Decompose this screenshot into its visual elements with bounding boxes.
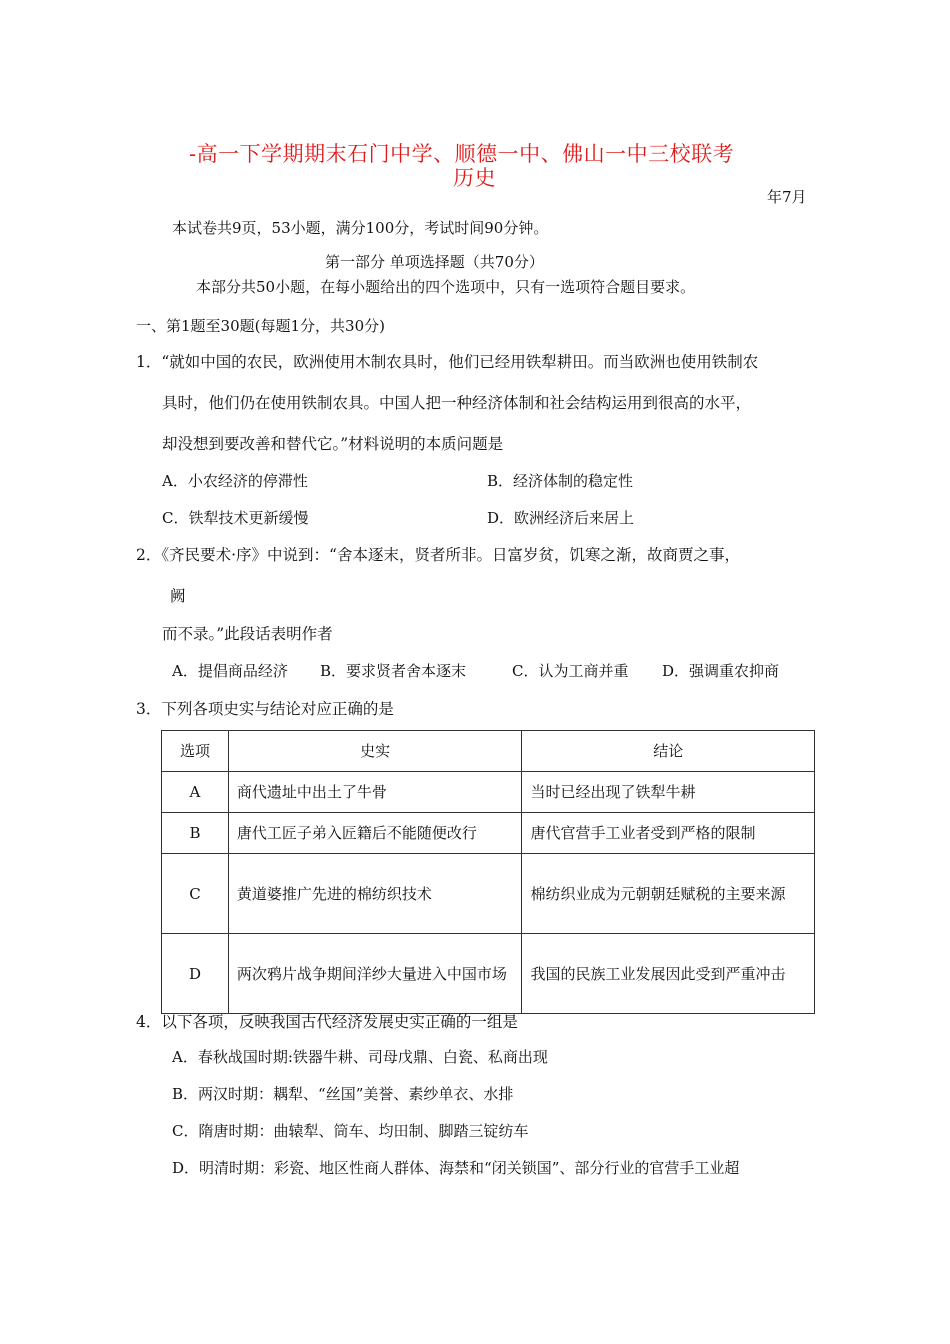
q4-option-b: B．两汉时期：耦犁、“丝国”美誉、素纱单衣、水排 [172,1085,514,1103]
header-option: 选项 [162,731,229,772]
q4-option-a: A．春秋战国时期:铁器牛耕、司母戊鼎、白瓷、私商出现 [172,1048,548,1066]
q3-table [161,730,815,1014]
header-conclusion: 结论 [522,731,815,772]
row-conclusion: 唐代官营手工业者受到严格的限制 [522,813,815,854]
row-option: A [162,772,229,813]
row-fact: 黄道婆推广先进的棉纺织技术 [228,854,522,934]
q2-option-d: D．强调重农抑商 [662,662,780,680]
q1-line3: 却没想到要改善和替代它。”材料说明的本质问题是 [162,435,504,453]
q1-option-d: D．欧洲经济后来居上 [487,509,635,527]
q1-line1: 1．“就如中国的农民，欧洲使用木制农具时，他们已经用铁犁耕田。而当欧洲也使用铁制农 [136,353,759,371]
row-fact: 两次鸦片战争期间洋纱大量进入中国市场 [228,934,522,1014]
q2-line3: 而不录。”此段话表明作者 [162,625,333,643]
row-fact: 唐代工匠子弟入匠籍后不能随便改行 [228,813,522,854]
q1-option-c: C．铁犁技术更新缓慢 [162,509,309,527]
table-row [162,772,815,813]
row-option: D [162,934,229,1014]
row-fact: 商代遗址中出土了牛骨 [228,772,522,813]
q1-option-b: B．经济体制的稳定性 [487,472,634,490]
exam-title-line1: -高一下学期期末石门中学、顺德一中、佛山一中三校联考 [189,142,735,166]
row-conclusion: 我国的民族工业发展因此受到严重冲击 [522,934,815,1014]
row-option: C [162,854,229,934]
row-conclusion: 棉纺织业成为元朝朝廷赋税的主要来源 [522,854,815,934]
q2-option-c: C．认为工商并重 [512,662,629,680]
q1-option-a: A．小农经济的停滞性 [162,472,308,490]
header-fact: 史实 [228,731,522,772]
table-row [162,934,815,1014]
table-header-row [162,731,815,772]
q2-line2: 阙 [170,587,186,605]
q4-option-c: C．隋唐时期：曲辕犁、筒车、均田制、脚踏三锭纺车 [172,1122,529,1140]
q2-option-a: A．提倡商品经济 [172,662,288,680]
row-conclusion: 当时已经出现了铁犁牛耕 [522,772,815,813]
part1-heading: 第一部分 单项选择题（共70分） [325,253,544,271]
q3-stem: 3．下列各项史实与结论对应正确的是 [136,700,394,718]
table-row [162,854,815,934]
q2-line1: 2．《齐民要术·序》中说到：“舍本逐末，贤者所非。日富岁贫，饥寒之渐，故商贾之事， [136,546,740,564]
exam-date: 年7月 [767,188,807,206]
row-option: B [162,813,229,854]
exam-title-line2: 历史 [453,166,496,190]
table-row [162,813,815,854]
part1-description: 本部分共50小题，在每小题给出的四个选项中，只有一选项符合题目要求。 [196,278,696,296]
exam-intro: 本试卷共9页，53小题，满分100分，考试时间90分钟。 [172,219,549,237]
q4-stem: 4．以下各项，反映我国古代经济发展史实正确的一组是 [136,1013,518,1031]
q1-line2: 具时，他们仍在使用铁制农具。中国人把一种经济体制和社会结构运用到很高的水平， [162,394,752,412]
section1-heading: 一、第1题至30题(每题1分，共30分) [136,317,385,335]
q2-option-b: B．要求贤者舍本逐末 [320,662,467,680]
q4-option-d: D．明清时期：彩瓷、地区性商人群体、海禁和“闭关锁国”、部分行业的官营手工业超 [172,1159,740,1177]
